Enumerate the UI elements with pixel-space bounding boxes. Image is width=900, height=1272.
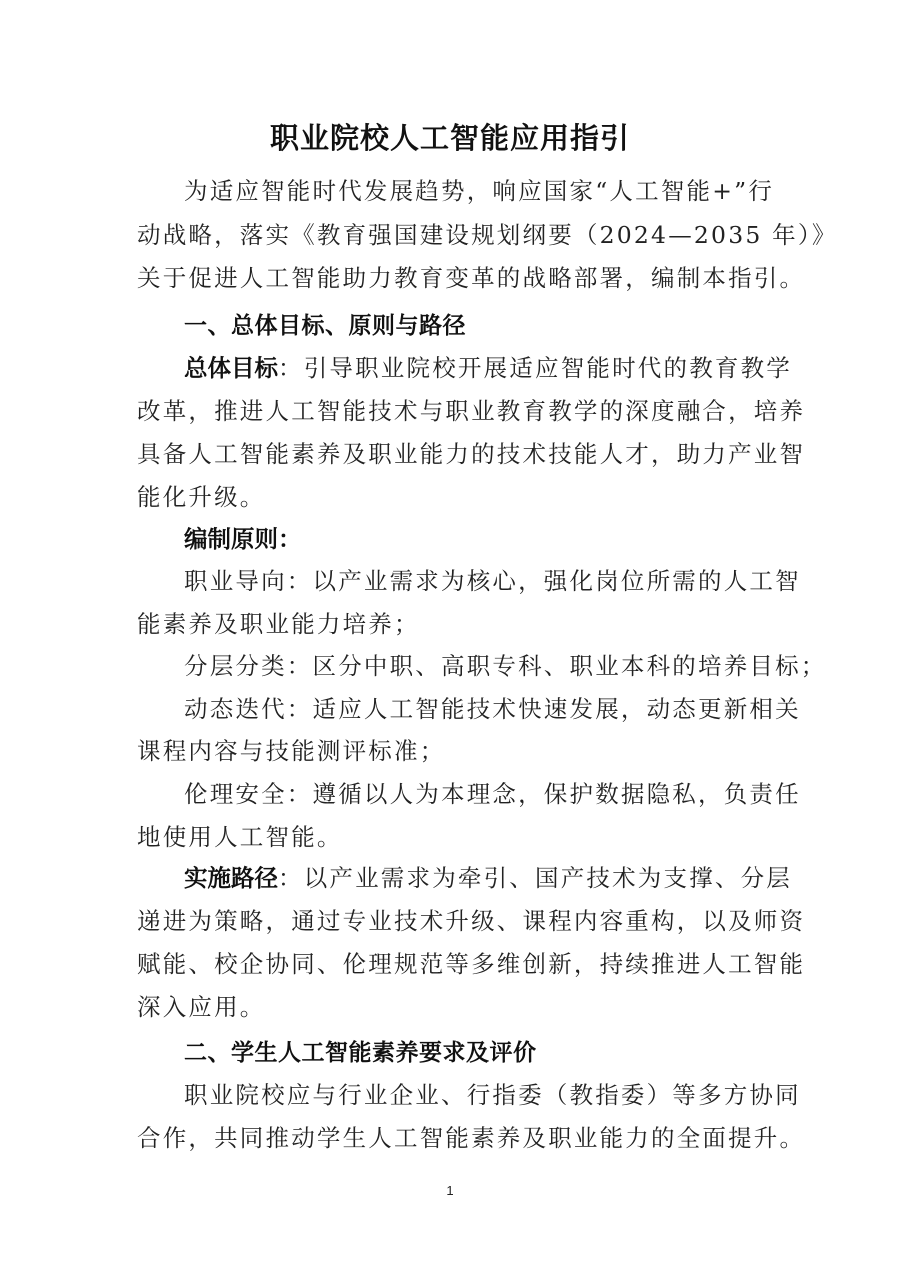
path-line-1: [184, 863, 792, 893]
section2-line-2: 合作，共同推动学生人工智能素养及职业能力的全面提升。: [137, 1124, 806, 1152]
path-line-2: 递进为策略，通过专业技术升级、课程内容重构，以及师资: [137, 907, 806, 935]
path-line-3: 赋能、校企协同、伦理规范等多维创新，持续推进人工智能: [137, 950, 806, 978]
path-label: 实施路径: [184, 864, 278, 892]
principle-line-6: 伦理安全：遵循以人为本理念，保护数据隐私，负责任: [184, 780, 801, 808]
path-text: ：以产业需求为牵引、国产技术为支撑、分层: [278, 864, 792, 892]
goal-line-3: 具备人工智能素养及职业能力的技术技能人才，助力产业智: [137, 440, 806, 468]
principle-line-7: 地使用人工智能。: [137, 823, 343, 851]
principles-label: 编制原则：: [184, 525, 302, 553]
goal-line-2: 改革，推进人工智能技术与职业教育教学的深度融合，培养: [137, 397, 806, 425]
intro-line-3: 关于促进人工智能助力教育变革的战略部署，编制本指引。: [137, 264, 806, 292]
section-heading-1: 一、总体目标、原则与路径: [184, 313, 466, 339]
goal-line-1: [184, 353, 792, 383]
intro-line-1: 为适应智能时代发展趋势，响应国家“人工智能+”行: [184, 177, 775, 205]
principle-line-4: 动态迭代：适应人工智能技术快速发展，动态更新相关: [184, 695, 801, 723]
section2-line-1: 职业院校应与行业企业、行指委（教指委）等多方协同: [184, 1081, 801, 1109]
principle-line-3: 分层分类：区分中职、高职专科、职业本科的培养目标；: [184, 652, 827, 680]
principle-line-1: 职业导向：以产业需求为核心，强化岗位所需的人工智: [184, 567, 801, 595]
path-line-4: 深入应用。: [137, 993, 266, 1021]
principle-line-2: 能素养及职业能力培养；: [137, 610, 420, 638]
goal-text: ：引导职业院校开展适应智能时代的教育教学: [278, 354, 792, 382]
section-heading-2: 二、学生人工智能素养要求及评价: [184, 1040, 537, 1066]
document-title: 职业院校人工智能应用指引: [269, 121, 630, 155]
intro-line-2: 动战略，落实《教育强国建设规划纲要（2024—2035 年）》: [137, 221, 838, 249]
page-number: 1: [446, 1183, 454, 1198]
principle-line-5: 课程内容与技能测评标准；: [137, 737, 446, 765]
goal-line-4: 能化升级。: [137, 483, 266, 511]
goal-label: 总体目标: [184, 354, 278, 382]
